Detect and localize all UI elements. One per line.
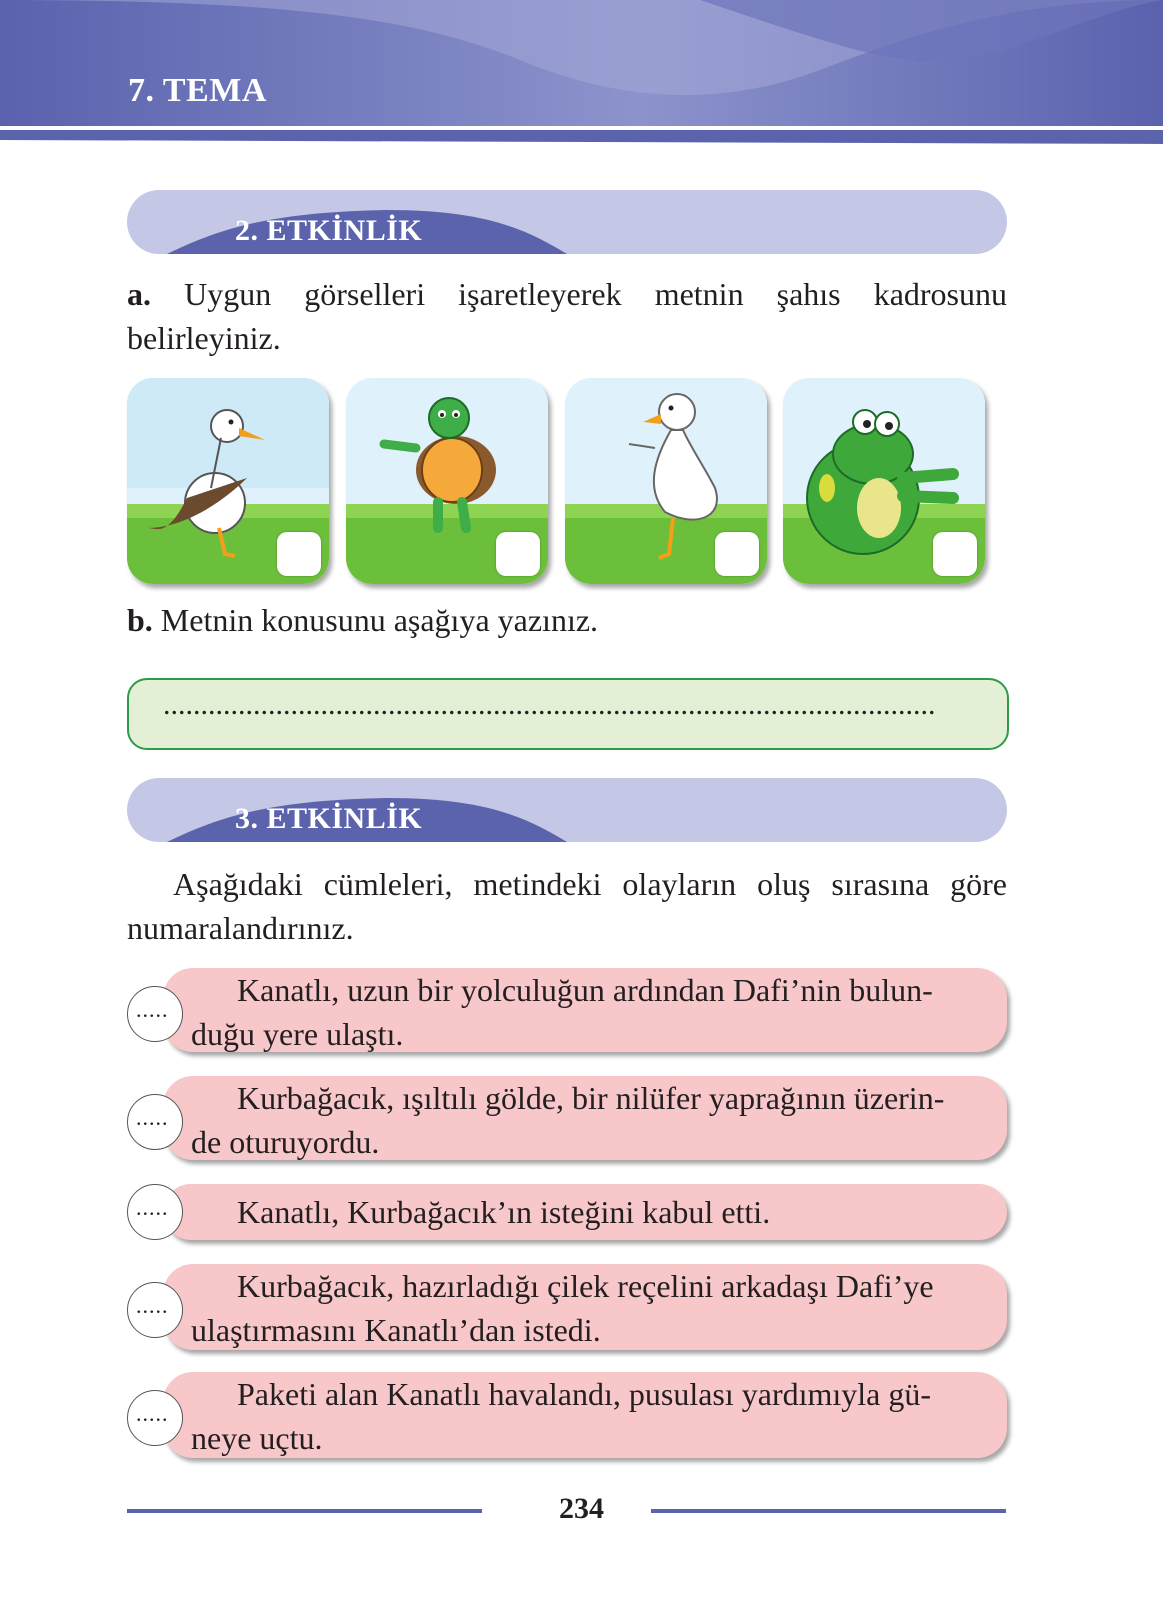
activity-2a-text: Uygun görselleri işaretleyerek metnin şahıs kadrosunu belirleyiniz. — [127, 276, 1008, 356]
checkbox-turtle[interactable] — [496, 532, 540, 576]
activity-2-header — [127, 190, 1007, 254]
sentence-pill — [163, 1372, 1007, 1458]
picture-card-frog — [783, 378, 985, 584]
answer-dotted-line: ....................................................................................................... — [163, 688, 936, 721]
order-number-input[interactable] — [127, 1390, 183, 1446]
sentence-line: Kanatlı, uzun bir yolculuğun ardından Dafi’nin bulun- — [237, 972, 933, 1008]
sentence-text — [191, 968, 979, 1056]
checkbox-frog[interactable] — [933, 532, 977, 576]
sentence-line: Paketi alan Kanatlı havalandı, pusulası yardımıyla gü- — [237, 1376, 932, 1412]
activity-3-header — [127, 778, 1007, 842]
sentence-line: ulaştırmasını Kanatlı’dan istedi. — [191, 1312, 601, 1348]
circle-dots: ..... — [136, 997, 169, 1022]
picture-card-duck — [565, 378, 767, 584]
theme-title: 7. TEMA — [128, 72, 267, 109]
circle-dots: ..... — [136, 1195, 169, 1220]
page-header — [0, 0, 1163, 150]
activity-2-title: 2. ETKİNLİK — [235, 214, 423, 247]
circle-dots: ..... — [136, 1105, 169, 1130]
sentence-text — [191, 1264, 979, 1352]
sequence-item-2 — [127, 1076, 1007, 1160]
item-label-a: a. — [127, 276, 151, 312]
checkbox-duck[interactable] — [715, 532, 759, 576]
circle-dots: ..... — [136, 1293, 169, 1318]
checkbox-seagull[interactable] — [277, 532, 321, 576]
sentence-pill — [163, 1076, 1007, 1160]
sentence-line: Kanatlı, Kurbağacık’ın isteğini kabul etti. — [237, 1194, 771, 1230]
sentence-pill — [163, 1264, 1007, 1350]
order-number-input[interactable] — [127, 1282, 183, 1338]
sequence-item-5 — [127, 1372, 1007, 1458]
item-label-b: b. — [127, 602, 153, 638]
sentence-text — [191, 1076, 979, 1164]
activity-2b-prompt — [127, 598, 1007, 642]
circle-dots: ..... — [136, 1401, 169, 1426]
order-number-input[interactable] — [127, 1094, 183, 1150]
sentence-text — [191, 1372, 979, 1460]
sequence-item-3 — [127, 1184, 1007, 1240]
sentence-pill — [163, 968, 1007, 1052]
sentence-line: neye uçtu. — [191, 1420, 323, 1456]
sentence-line: Kurbağacık, ışıltılı gölde, bir nilüfer yaprağının üzerin- — [237, 1080, 945, 1116]
picture-card-seagull — [127, 378, 329, 584]
topic-answer-field[interactable] — [127, 678, 1009, 750]
sentence-pill — [163, 1184, 1007, 1240]
activity-3-instruction-text: Aşağıdaki cümleleri, metindeki olayların oluş sırasına göre numaralandırınız. — [127, 866, 1007, 946]
picture-card-turtle — [346, 378, 548, 584]
sentence-line: de oturuyordu. — [191, 1124, 380, 1160]
sentence-line: Kurbağacık, hazırladığı çilek reçelini arkadaşı Dafi’ye — [237, 1268, 934, 1304]
sentence-text — [191, 1190, 979, 1234]
sentence-line: duğu yere ulaştı. — [191, 1016, 404, 1052]
sequence-item-4 — [127, 1264, 1007, 1350]
page-number: 234 — [559, 1492, 604, 1525]
activity-2b-text: Metnin konusunu aşağıya yazınız. — [160, 602, 599, 638]
activity-2a-prompt — [127, 272, 1007, 360]
activity-3-title: 3. ETKİNLİK — [235, 802, 423, 835]
order-number-input[interactable] — [127, 1184, 183, 1240]
sequence-item-1 — [127, 968, 1007, 1052]
character-pictures — [127, 378, 1007, 588]
activity-3-instruction — [127, 862, 1007, 950]
order-number-input[interactable] — [127, 986, 183, 1042]
